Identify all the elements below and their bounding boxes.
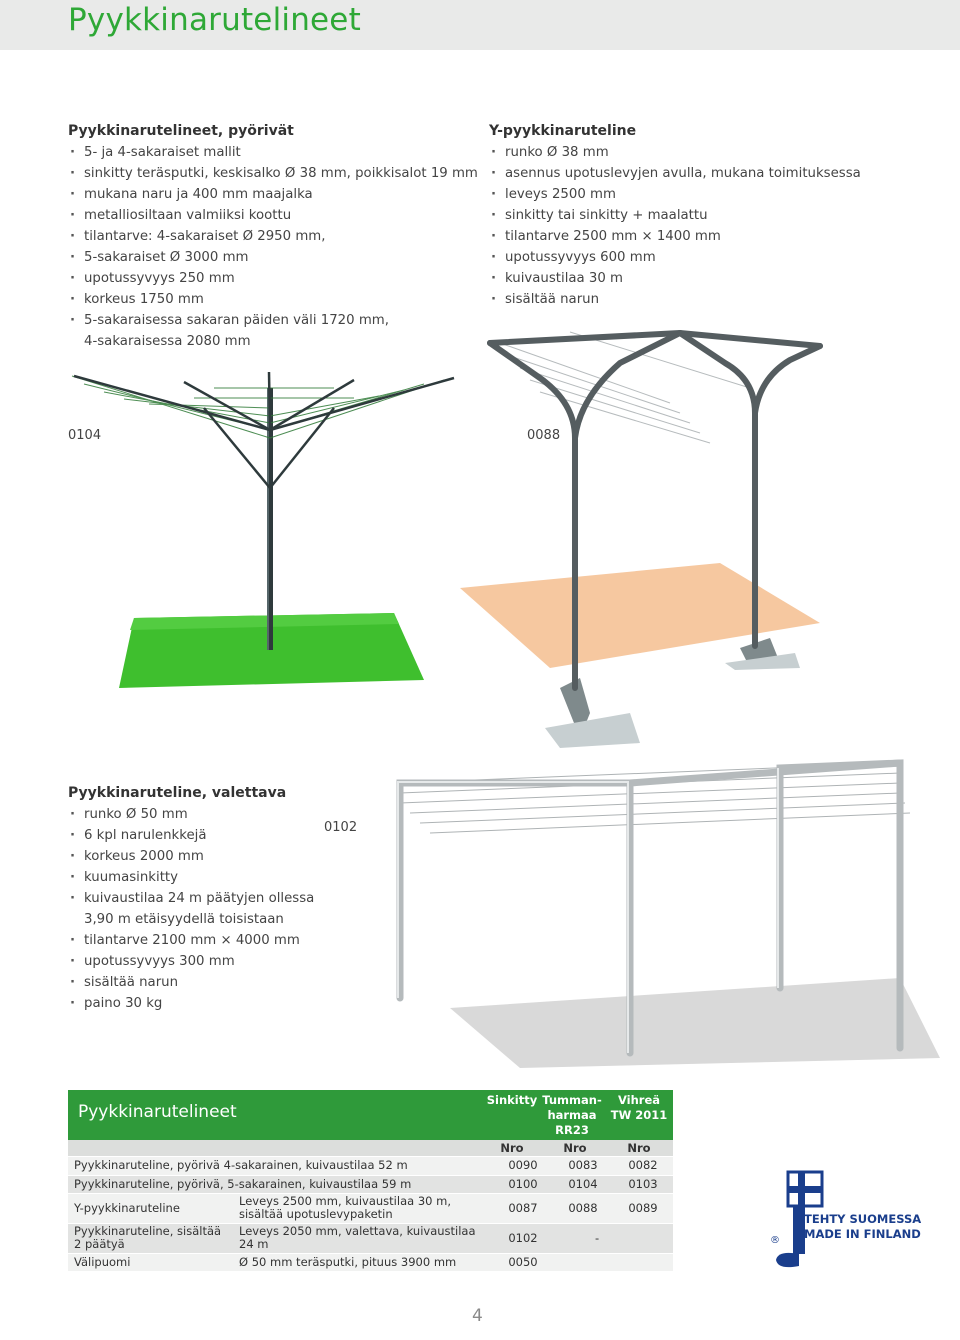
nro-row xyxy=(68,1140,673,1157)
y-frame-item: · sinkitty tai sinkitty + maalattu xyxy=(489,205,909,226)
cast-item: · runko Ø 50 mm xyxy=(68,804,358,825)
table-row xyxy=(68,1193,673,1223)
product-spec: Ø 50 mm teräsputki, pituus 3900 mm xyxy=(233,1253,493,1271)
y-frame-item: · sisältää narun xyxy=(489,289,909,310)
product-spec: Leveys 2050 mm, valettava, kuivaustilaa 24 m xyxy=(233,1223,493,1253)
page-title: Pyykkinarutelineet xyxy=(68,2,361,38)
rotary-item-continuation: 4-sakaraisessa 2080 mm xyxy=(84,334,251,349)
y-frame-heading: Y-pyykkinaruteline xyxy=(489,123,637,139)
rotary-item: · 5- ja 4-sakaraiset mallit xyxy=(68,142,488,163)
y-frame-item: · tilantarve 2500 mm × 1400 mm xyxy=(489,226,909,247)
cast-description xyxy=(68,782,358,1014)
y-frame-product-code: 0088 xyxy=(527,428,561,443)
product-code xyxy=(553,1253,613,1271)
table-row xyxy=(68,1253,673,1271)
y-frame-item: · leveys 2500 mm xyxy=(489,184,909,205)
product-code: - xyxy=(553,1223,673,1253)
made-in-finland-logo xyxy=(768,1170,922,1270)
rotary-heading: Pyykkinarutelineet, pyörivät xyxy=(68,123,294,139)
product-code: 0100 xyxy=(493,1175,553,1193)
table-row xyxy=(68,1223,673,1253)
product-code xyxy=(613,1253,673,1271)
product-code: 0088 xyxy=(553,1193,613,1223)
column-header-tummanharmaa: Tumman- harmaa RR23 xyxy=(542,1093,602,1137)
product-name: Pyykkinaruteline, pyörivä, 5-sakarainen, kuivaustilaa 59 m xyxy=(68,1175,493,1193)
y-frame-item: · asennus upotuslevyjen avulla, mukana toimituksessa xyxy=(489,163,909,184)
registered-mark: ® xyxy=(770,1235,780,1246)
product-code: 0102 xyxy=(493,1223,553,1253)
cast-item: · kuivaustilaa 24 m päätyjen ollessa xyxy=(68,888,358,909)
cast-heading: Pyykkinaruteline, valettava xyxy=(68,785,287,801)
product-name: Pyykkinaruteline, sisältää 2 päätyä xyxy=(68,1223,233,1253)
cast-item: · paino 30 kg xyxy=(68,993,358,1014)
product-spec: Leveys 2500 mm, kuivaustilaa 30 m, sisältää upotuslevypaketin xyxy=(233,1193,493,1223)
table-row xyxy=(68,1175,673,1193)
rotary-item: · korkeus 1750 mm xyxy=(68,289,488,310)
cast-item-continuation: 3,90 m etäisyydellä toisistaan xyxy=(84,912,284,927)
logo-text-line2: MADE IN FINLAND xyxy=(804,1227,921,1241)
cast-item: · upotussyvyys 300 mm xyxy=(68,951,358,972)
table-title: Pyykkinarutelineet xyxy=(78,1102,237,1122)
rotary-item: · upotussyvyys 250 mm xyxy=(68,268,488,289)
product-code: 0090 xyxy=(493,1157,553,1175)
product-code: 0082 xyxy=(613,1157,673,1175)
y-frame-item: · runko Ø 38 mm xyxy=(489,142,909,163)
nro-label: Nro xyxy=(563,1141,587,1155)
rotary-product-code: 0104 xyxy=(68,428,102,443)
gravel-base xyxy=(450,978,940,1068)
rotary-item: · 5-sakaraisessa sakaran päiden väli 1720 mm, xyxy=(68,310,488,331)
y-frame-item: · upotussyvyys 600 mm xyxy=(489,247,909,268)
rotary-item: · sinkitty teräsputki, keskisalko Ø 38 mm, poikkisalot 19 mm xyxy=(68,163,488,184)
product-code: 0050 xyxy=(493,1253,553,1271)
cast-item: · korkeus 2000 mm xyxy=(68,846,358,867)
rotary-dryer-illustration xyxy=(64,368,464,698)
table-header xyxy=(68,1090,673,1140)
product-code: 0104 xyxy=(553,1175,613,1193)
product-code: 0087 xyxy=(493,1193,553,1223)
product-name: Y-pyykkinaruteline xyxy=(68,1193,233,1223)
product-code: 0083 xyxy=(553,1157,613,1175)
rotary-item: · mukana naru ja 400 mm maajalka xyxy=(68,184,488,205)
y-frame-illustration xyxy=(420,318,840,748)
rotary-item: · 5-sakaraiset Ø 3000 mm xyxy=(68,247,488,268)
nro-label: Nro xyxy=(627,1141,651,1155)
nro-label: Nro xyxy=(500,1141,524,1155)
y-frame-description xyxy=(489,120,909,310)
column-header-sinkitty: Sinkitty xyxy=(486,1093,538,1107)
cast-item: · tilantarve 2100 mm × 4000 mm xyxy=(68,930,358,951)
product-code: 0103 xyxy=(613,1175,673,1193)
product-name: Pyykkinaruteline, pyörivä 4-sakarainen, kuivaustilaa 52 m xyxy=(68,1157,493,1175)
rotary-item: · tilantarve: 4-sakaraiset Ø 2950 mm, xyxy=(68,226,488,247)
product-table-body xyxy=(68,1157,673,1272)
cast-frame-illustration xyxy=(340,758,940,1068)
cast-product-code: 0102 xyxy=(324,820,358,835)
product-table xyxy=(68,1090,673,1272)
product-name: Välipuomi xyxy=(68,1253,233,1271)
column-header-vihrea: Vihreä TW 2011 xyxy=(610,1093,668,1122)
logo-text-line1: TEHTY SUOMESSA xyxy=(804,1212,922,1226)
cast-item: · 6 kpl narulenkkejä xyxy=(68,825,358,846)
table-row xyxy=(68,1157,673,1175)
y-frame-item: · kuivaustilaa 30 m xyxy=(489,268,909,289)
product-code: 0089 xyxy=(613,1193,673,1223)
cast-item: · sisältää narun xyxy=(68,972,358,993)
rotary-item: · metalliosiltaan valmiiksi koottu xyxy=(68,205,488,226)
page-number: 4 xyxy=(472,1306,483,1326)
cast-item: · kuumasinkitty xyxy=(68,867,358,888)
